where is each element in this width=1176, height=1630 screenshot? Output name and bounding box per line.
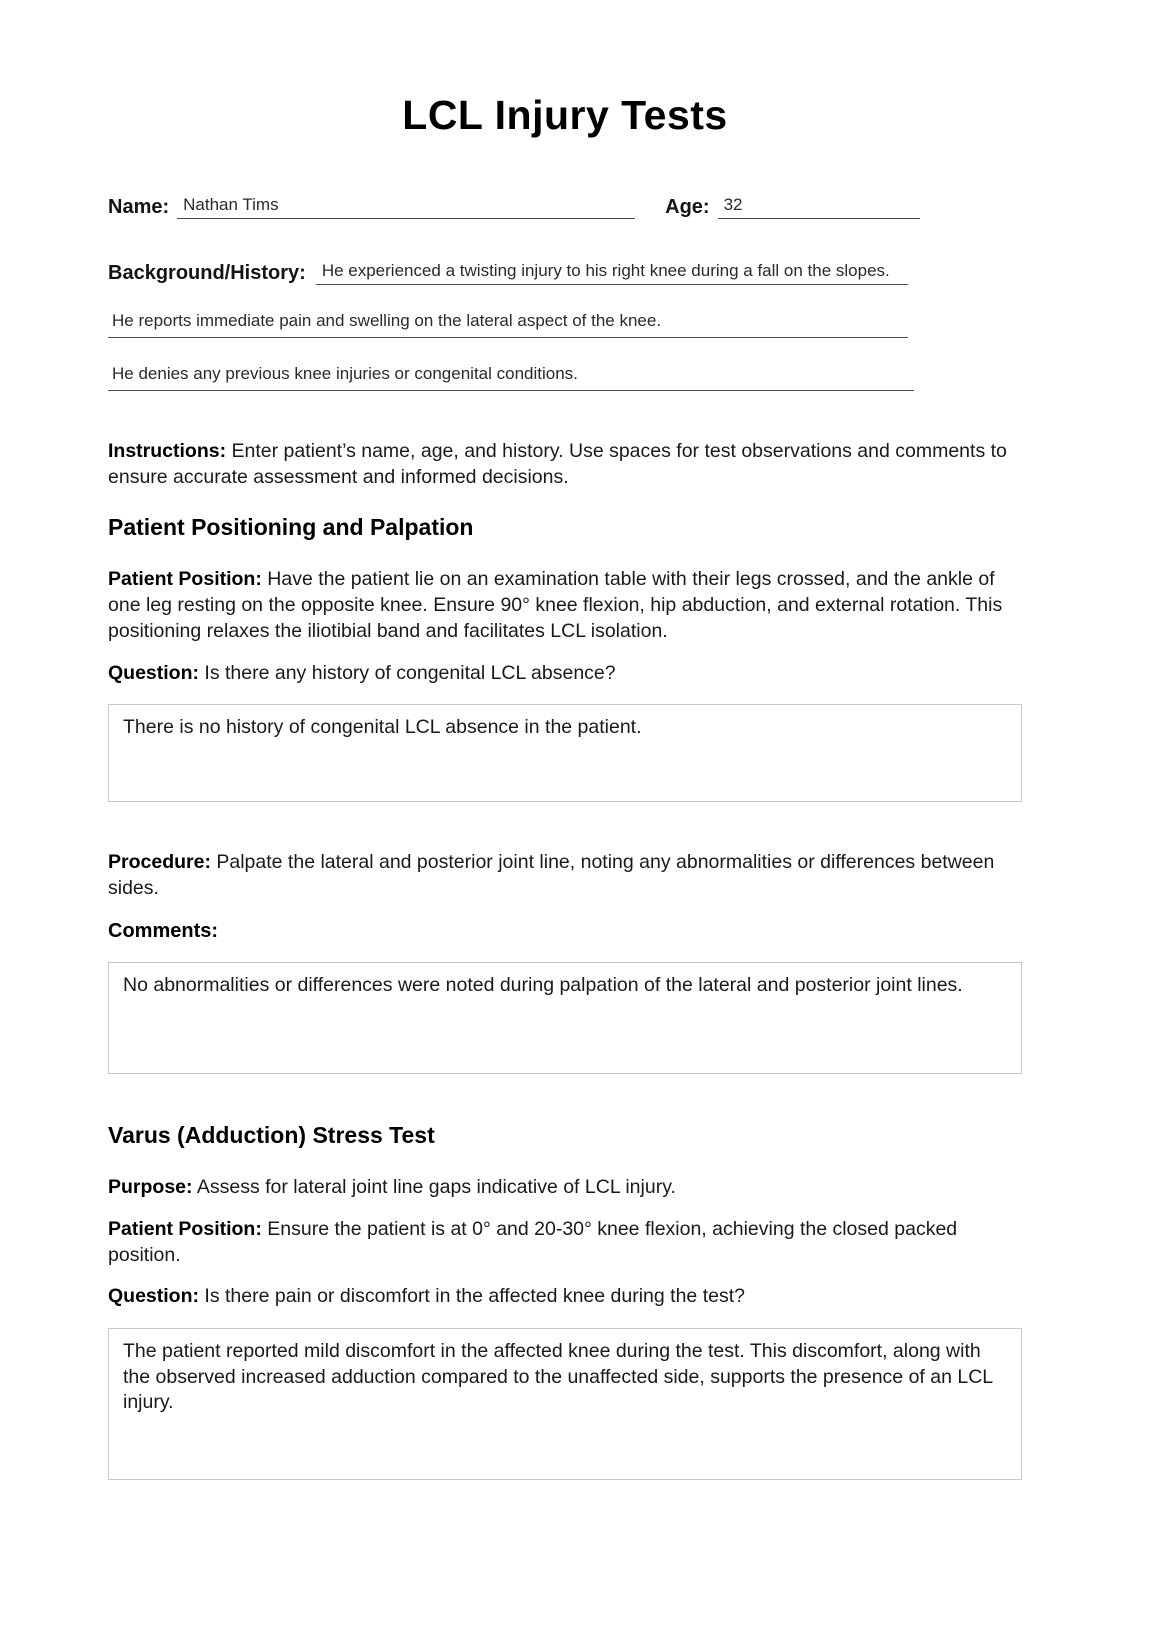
section-heading-varus-stress-test: Varus (Adduction) Stress Test: [108, 1122, 435, 1149]
instructions-paragraph: [108, 439, 1022, 490]
history-block: [108, 261, 908, 391]
answer-box-varus-test[interactable]: [108, 1328, 1022, 1480]
history-field-2[interactable]: [108, 311, 908, 338]
question-paragraph-1: [108, 661, 1022, 687]
section-heading-positioning-palpation: Patient Positioning and Palpation: [108, 514, 474, 541]
history-label: Background/History:: [108, 262, 306, 284]
history-row: [108, 261, 908, 285]
answer-text-1: There is no history of congenital LCL absence in the patient.: [123, 716, 642, 739]
age-value: 32: [723, 195, 743, 214]
age-field[interactable]: [718, 195, 920, 219]
patient-position-paragraph-1: [108, 567, 1022, 644]
answer-text-3: The patient reported mild discomfort in the affected knee during the test. This discomfort, along with the observed increased adduction compared to the unaffected side, supports the presence of an LCL injury.: [123, 1340, 993, 1413]
procedure-text: Palpate the lateral and posterior joint line, noting any abnormalities or differences between sides.: [108, 851, 995, 900]
page-title: LCL Injury Tests: [402, 92, 728, 138]
history-value-1: He experienced a twisting injury to his right knee during a fall on the slopes.: [321, 261, 890, 280]
patient-position-paragraph-2: [108, 1217, 1022, 1268]
patient-position-text-2: Ensure the patient is at 0° and 20-30° knee flexion, achieving the closed packed position.: [108, 1218, 958, 1266]
answer-box-palpation-comments[interactable]: [108, 962, 1022, 1074]
answer-text-2: No abnormalities or differences were noted during palpation of the lateral and posterior joint lines.: [123, 974, 963, 997]
instructions-label: Instructions:: [108, 440, 227, 462]
question-label-1: Question:: [108, 661, 199, 684]
procedure-label: Procedure:: [108, 851, 211, 874]
question-paragraph-2: [108, 1284, 1022, 1310]
procedure-paragraph: [108, 850, 1022, 901]
spacer: [108, 417, 1022, 439]
purpose-paragraph: [108, 1175, 1022, 1201]
name-label: Name:: [108, 196, 170, 218]
question-text-2: Is there pain or discomfort in the affected knee during the test?: [204, 1285, 745, 1308]
patient-position-label-2: Patient Position:: [108, 1218, 262, 1240]
history-value-2: He reports immediate pain and swelling on the lateral aspect of the knee.: [112, 311, 662, 330]
name-field[interactable]: [177, 195, 635, 219]
patient-position-label-1: Patient Position:: [108, 568, 262, 591]
patient-position-text-1: Have the patient lie on an examination table with their legs crossed, and the ankle of one leg resting on the opposite knee. Ensure 90° knee flexion, hip abduction, and external rotation. This positioning relaxes the iliotibial band and facilitates LCL isolation.: [108, 568, 1003, 642]
comments-label: Comments:: [108, 919, 219, 942]
question-label-2: Question:: [108, 1285, 199, 1308]
history-field-1[interactable]: [316, 261, 908, 285]
age-label: Age:: [665, 196, 710, 218]
purpose-text: Assess for lateral joint line gaps indicative of LCL injury.: [196, 1176, 676, 1199]
instructions-text: Enter patient’s name, age, and history. Use spaces for test observations and comments to ensure accurate assessment and informed decisions.: [108, 440, 1007, 488]
question-text-1: Is there any history of congenital LCL absence?: [204, 661, 616, 684]
purpose-label: Purpose:: [108, 1176, 193, 1199]
history-value-3: He denies any previous knee injuries or congenital conditions.: [112, 364, 578, 383]
answer-box-congenital-absence[interactable]: [108, 704, 1022, 802]
name-age-row: [108, 195, 1022, 219]
history-field-3[interactable]: [108, 364, 914, 391]
name-value: Nathan Tims: [183, 195, 279, 214]
